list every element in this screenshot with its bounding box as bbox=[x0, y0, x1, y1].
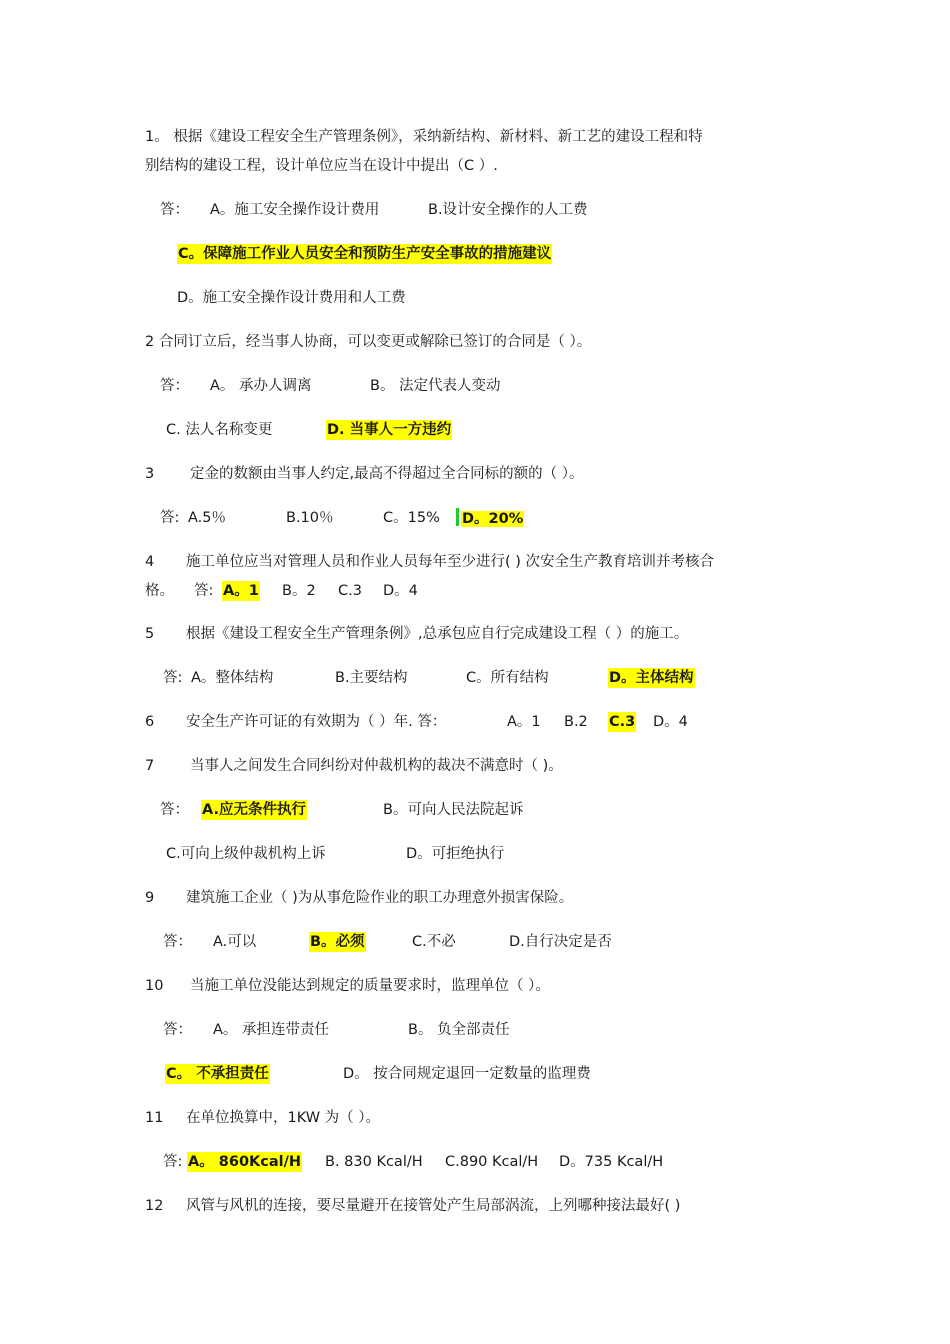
option-c-correct: C.3 bbox=[609, 714, 636, 730]
question-10-stem: 当施工单位没能达到规定的质量要求时，监理单位（ ）。 bbox=[190, 978, 550, 994]
option-c: C.3 bbox=[338, 583, 362, 599]
question-number: 11 bbox=[145, 1110, 164, 1126]
option-c: C。15% bbox=[383, 510, 440, 526]
option-d-correct: D。20% bbox=[462, 511, 524, 527]
option-d: D。4 bbox=[383, 583, 418, 599]
option-c-correct: C。保障施工作业人员安全和预防生产安全事故的措施建议 bbox=[178, 246, 552, 262]
question-number: 3 bbox=[145, 466, 155, 482]
option-d: D。4 bbox=[653, 714, 688, 730]
question-11-stem: 在单位换算中，1KW 为（ ）。 bbox=[186, 1110, 381, 1126]
cursor-bar bbox=[456, 508, 459, 526]
answer-label: 答： bbox=[163, 934, 192, 950]
option-c: C. 法人名称变更 bbox=[166, 422, 273, 438]
option-d-correct: D. 当事人一方违约 bbox=[327, 422, 452, 438]
question-2-stem: 2 合同订立后，经当事人协商，可以变更或解除已签订的合同是（ ）。 bbox=[145, 334, 592, 350]
option-c: C。所有结构 bbox=[466, 670, 549, 686]
option-a: A。1 bbox=[507, 714, 541, 730]
option-a: A.可以 bbox=[213, 934, 257, 950]
answer-label: 答: bbox=[194, 583, 214, 599]
question-12-stem: 风管与风机的连接，要尽量避开在接管处产生局部涡流，上列哪种接法最好( ) bbox=[186, 1198, 681, 1214]
option-a-correct: A.应无条件执行 bbox=[202, 802, 306, 818]
option-c: C.890 Kcal/H bbox=[445, 1154, 539, 1170]
option-c: C.可向上级仲裁机构上诉 bbox=[166, 846, 326, 862]
option-b: B。 负全部责任 bbox=[408, 1022, 510, 1038]
option-d: D。735 Kcal/H bbox=[559, 1154, 664, 1170]
question-6-stem: 安全生产许可证的有效期为（ ）年. 答： bbox=[186, 714, 447, 730]
option-d-correct: D。主体结构 bbox=[609, 670, 694, 686]
answer-label: 答: bbox=[163, 1154, 183, 1170]
question-number: 6 bbox=[145, 714, 155, 730]
option-b: B。可向人民法院起诉 bbox=[383, 802, 524, 818]
option-a-correct: A。 860Kcal/H bbox=[188, 1154, 302, 1170]
question-4-stem: 施工单位应当对管理人员和作业人员每年至少进行( ) 次安全生产教育培训并考核合 bbox=[186, 554, 715, 570]
option-b: B。2 bbox=[282, 583, 316, 599]
question-1-stem-line1: 1。 根据《建设工程安全生产管理条例》，采纳新结构、新材料、新工艺的建设工程和特 bbox=[145, 129, 703, 145]
option-a: A.5％ bbox=[188, 510, 226, 526]
question-number: 4 bbox=[145, 554, 155, 570]
answer-label: 答: bbox=[160, 510, 180, 526]
option-b: B。 法定代表人变动 bbox=[370, 378, 501, 394]
answer-label: 答： bbox=[160, 378, 189, 394]
question-number: 9 bbox=[145, 890, 155, 906]
option-b-correct: B。必须 bbox=[310, 934, 365, 950]
option-a-correct: A。1 bbox=[223, 583, 259, 599]
answer-label: 答: bbox=[163, 670, 183, 686]
option-b: B.2 bbox=[564, 714, 588, 730]
option-d: D。施工安全操作设计费用和人工费 bbox=[177, 290, 406, 306]
option-b: B.设计安全操作的人工费 bbox=[428, 202, 588, 218]
option-c: C.不必 bbox=[412, 934, 456, 950]
option-a: A。 承办人调离 bbox=[210, 378, 312, 394]
option-b: B. 830 Kcal/H bbox=[325, 1154, 423, 1170]
option-a: A。 承担连带责任 bbox=[213, 1022, 330, 1038]
question-number: 5 bbox=[145, 626, 155, 642]
option-c-correct: C。 不承担责任 bbox=[166, 1066, 269, 1082]
question-4-stem-line2: 格。 bbox=[145, 583, 174, 599]
option-b: B.主要结构 bbox=[335, 670, 408, 686]
option-a: A。整体结构 bbox=[191, 670, 274, 686]
question-7-stem: 当事人之间发生合同纠纷对仲裁机构的裁决不满意时（ )。 bbox=[190, 758, 563, 774]
question-3-stem: 定金的数额由当事人约定,最高不得超过全合同标的额的（ ）。 bbox=[190, 466, 584, 482]
question-5-stem: 根据《建设工程安全生产管理条例》,总承包应自行完成建设工程（ ）的施工。 bbox=[186, 626, 689, 642]
question-number: 7 bbox=[145, 758, 155, 774]
answer-label: 答： bbox=[160, 202, 189, 218]
option-d: D.自行决定是否 bbox=[509, 934, 612, 950]
question-9-stem: 建筑施工企业（ )为从事危险作业的职工办理意外损害保险。 bbox=[186, 890, 574, 906]
answer-label: 答： bbox=[163, 1022, 192, 1038]
question-1-stem-line2: 别结构的建设工程，设计单位应当在设计中提出（C ）. bbox=[145, 158, 498, 174]
answer-label: 答： bbox=[160, 802, 189, 818]
option-b: B.10％ bbox=[286, 510, 334, 526]
question-number: 10 bbox=[145, 978, 164, 994]
option-d: D。可拒绝执行 bbox=[406, 846, 505, 862]
question-number: 12 bbox=[145, 1198, 164, 1214]
option-a: A。施工安全操作设计费用 bbox=[210, 202, 380, 218]
option-d: D。 按合同规定退回一定数量的监理费 bbox=[343, 1066, 591, 1082]
